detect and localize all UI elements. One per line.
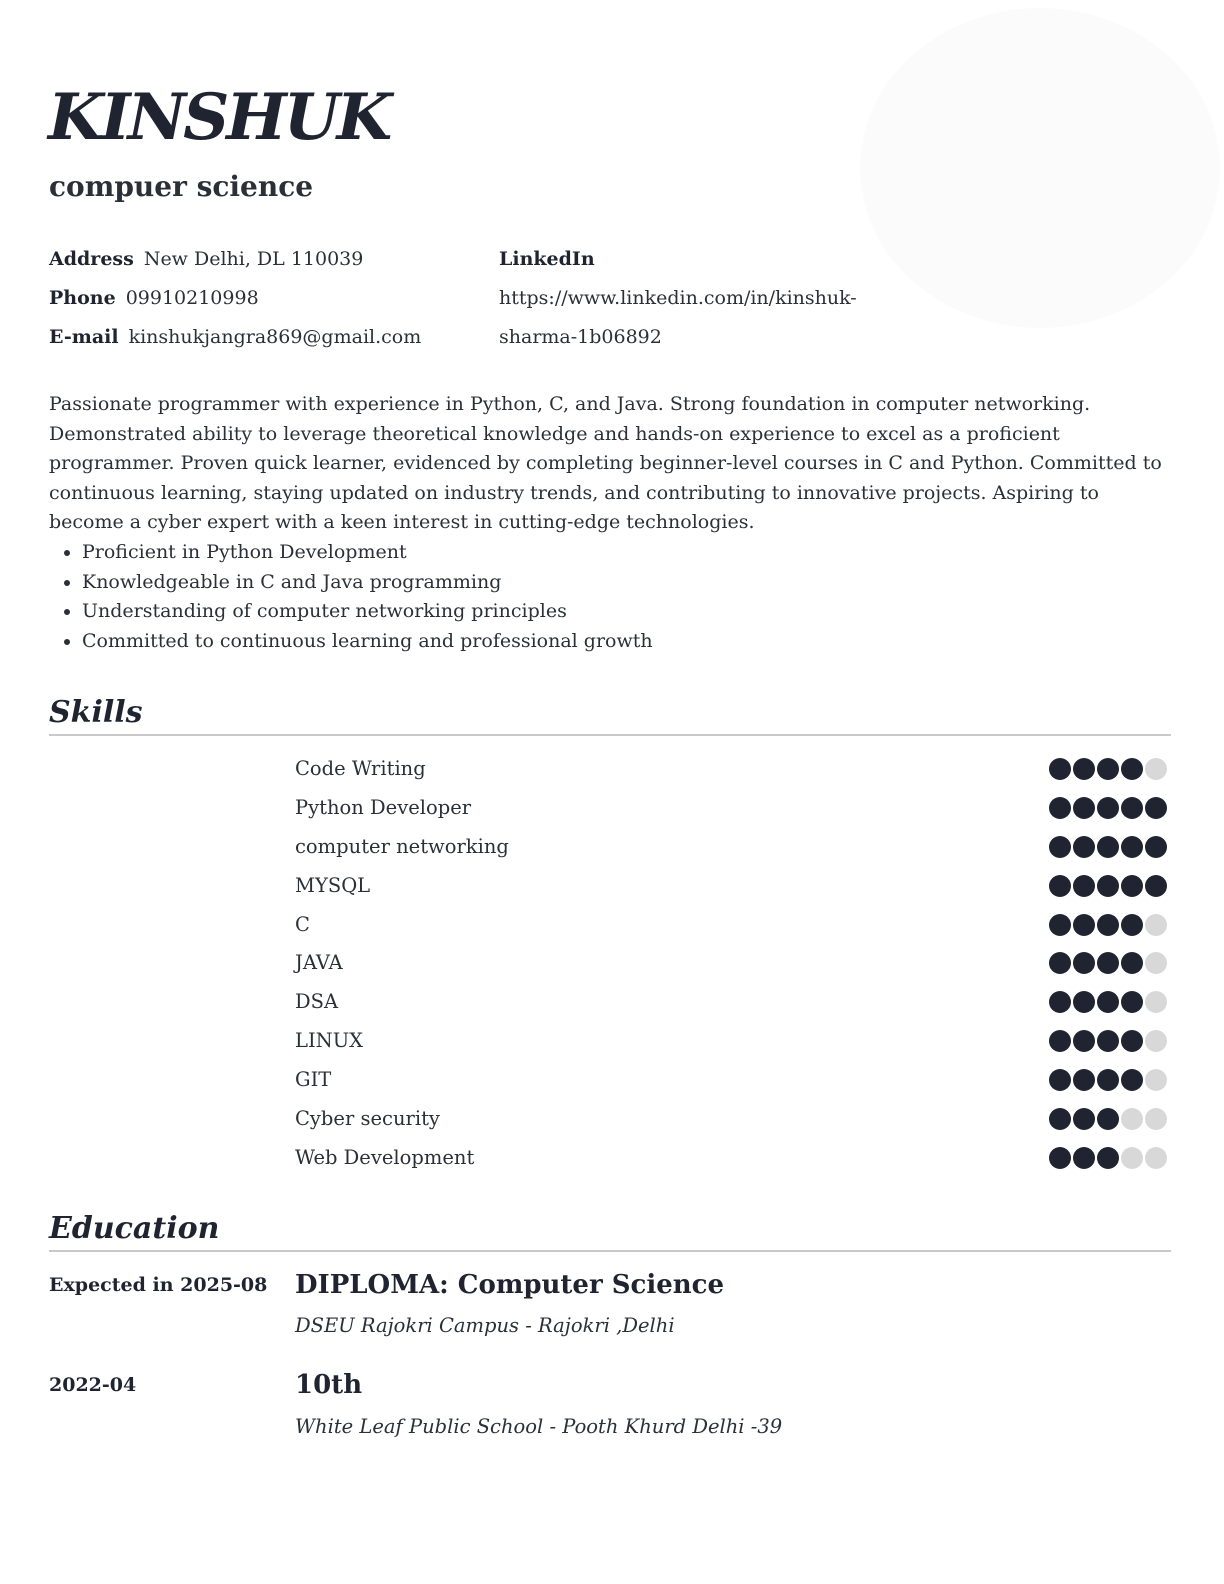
- skill-rating: [1049, 1030, 1167, 1052]
- skill-row: [295, 1139, 1170, 1178]
- skill-row: [295, 867, 1170, 906]
- rating-dot-empty: [1121, 1108, 1143, 1130]
- rating-dot-filled: [1097, 1108, 1119, 1130]
- rating-dot-filled: [1145, 797, 1167, 819]
- rating-dot-filled: [1073, 758, 1095, 780]
- rating-dot-filled: [1097, 875, 1119, 897]
- rating-dot-filled: [1097, 758, 1119, 780]
- rating-dot-filled: [1073, 1147, 1095, 1169]
- skill-name: Web Development: [295, 1145, 475, 1169]
- skill-rating: [1049, 952, 1167, 974]
- rating-dot-filled: [1073, 1108, 1095, 1130]
- rating-dot-empty: [1145, 758, 1167, 780]
- skill-row: [295, 828, 1170, 867]
- skills-heading: Skills: [49, 695, 143, 730]
- education-heading: Education: [49, 1211, 220, 1246]
- education-date: Expected in 2025-08: [49, 1274, 268, 1296]
- contact-block-left: [49, 240, 479, 357]
- rating-dot-empty: [1145, 1069, 1167, 1091]
- email-label: E-mail: [49, 326, 119, 348]
- skill-name: Code Writing: [295, 757, 426, 780]
- skill-name: computer networking: [295, 834, 509, 858]
- phone-row: [49, 279, 479, 318]
- rating-dot-filled: [1097, 836, 1119, 858]
- summary-paragraph: Passionate programmer with experience in Python, C, and Java. Strong foundation in computer networking. Demonstrated ability to leverage theoretical knowledge and hands-on experience to excel as a proficient programmer. Proven quick learner, evidenced by completing beginner-level courses in C and Python. Committed to continuous learning, staying updated on industry trends, and contributing to innovative projects. Aspiring to become a cyber expert with a keen interest in cutting-edge technologies.: [49, 393, 1162, 534]
- skill-row: [295, 906, 1170, 945]
- skill-row: [295, 1061, 1170, 1100]
- rating-dot-filled: [1073, 914, 1095, 936]
- education-divider: [49, 1250, 1171, 1252]
- summary-bullet: • Knowledgeable in C and Java programming: [82, 568, 1179, 598]
- rating-dot-filled: [1073, 1030, 1095, 1052]
- skill-rating: [1049, 1147, 1167, 1169]
- rating-dot-filled: [1049, 1069, 1071, 1091]
- rating-dot-filled: [1049, 1147, 1071, 1169]
- professional-summary: [49, 390, 1179, 656]
- skill-rating: [1049, 758, 1167, 780]
- skill-rating: [1049, 875, 1167, 897]
- contact-block-right: [499, 240, 919, 357]
- rating-dot-filled: [1097, 797, 1119, 819]
- skill-rating: [1049, 914, 1167, 936]
- linkedin-url-line1[interactable]: https://www.linkedin.com/in/kinshuk-: [499, 287, 857, 309]
- linkedin-label: LinkedIn: [499, 248, 595, 270]
- rating-dot-filled: [1049, 797, 1071, 819]
- rating-dot-filled: [1145, 836, 1167, 858]
- rating-dot-filled: [1049, 991, 1071, 1013]
- address-value: New Delhi, DL 110039: [143, 248, 364, 270]
- rating-dot-filled: [1073, 836, 1095, 858]
- skill-rating: [1049, 797, 1167, 819]
- education-degree: 10th: [295, 1370, 363, 1400]
- education-degree: DIPLOMA: Computer Science: [295, 1270, 725, 1300]
- email-row: [49, 318, 479, 357]
- email-value: kinshukjangra869@gmail.com: [128, 326, 422, 348]
- rating-dot-filled: [1049, 875, 1071, 897]
- skill-name: LINUX: [295, 1029, 364, 1053]
- skill-name: GIT: [295, 1068, 332, 1092]
- skill-name: Python Developer: [295, 795, 472, 819]
- rating-dot-filled: [1121, 1069, 1143, 1091]
- rating-dot-filled: [1121, 1030, 1143, 1052]
- skill-name: DSA: [295, 990, 339, 1014]
- rating-dot-filled: [1049, 836, 1071, 858]
- rating-dot-filled: [1097, 952, 1119, 974]
- rating-dot-filled: [1145, 875, 1167, 897]
- rating-dot-empty: [1145, 914, 1167, 936]
- skill-row: [295, 789, 1170, 828]
- rating-dot-filled: [1097, 1069, 1119, 1091]
- skills-list: [295, 750, 1170, 1178]
- rating-dot-empty: [1145, 1030, 1167, 1052]
- rating-dot-filled: [1121, 991, 1143, 1013]
- rating-dot-filled: [1121, 797, 1143, 819]
- linkedin-url-line2[interactable]: sharma-1b06892: [499, 326, 662, 348]
- summary-bullet-list: [49, 538, 1179, 656]
- skill-row: [295, 944, 1170, 983]
- skill-name: C: [295, 912, 310, 936]
- skill-rating: [1049, 1069, 1167, 1091]
- rating-dot-filled: [1097, 1030, 1119, 1052]
- skill-rating: [1049, 836, 1167, 858]
- skills-divider: [49, 734, 1171, 736]
- skill-name: JAVA: [295, 951, 343, 975]
- rating-dot-filled: [1049, 914, 1071, 936]
- rating-dot-empty: [1145, 1108, 1167, 1130]
- rating-dot-empty: [1145, 1147, 1167, 1169]
- rating-dot-empty: [1145, 952, 1167, 974]
- education-school: White Leaf Public School - Pooth Khurd Delhi -39: [295, 1415, 783, 1438]
- summary-bullet: • Proficient in Python Development: [82, 538, 1179, 568]
- rating-dot-filled: [1073, 875, 1095, 897]
- candidate-name: KINSHUK: [48, 80, 390, 155]
- rating-dot-filled: [1073, 991, 1095, 1013]
- rating-dot-filled: [1121, 952, 1143, 974]
- rating-dot-filled: [1073, 952, 1095, 974]
- rating-dot-empty: [1145, 991, 1167, 1013]
- rating-dot-filled: [1049, 952, 1071, 974]
- education-date: 2022-04: [49, 1374, 137, 1396]
- rating-dot-filled: [1121, 836, 1143, 858]
- rating-dot-filled: [1073, 797, 1095, 819]
- summary-bullet: • Understanding of computer networking principles: [82, 597, 1179, 627]
- rating-dot-filled: [1097, 914, 1119, 936]
- rating-dot-filled: [1049, 1108, 1071, 1130]
- phone-value: 09910210998: [125, 287, 259, 309]
- rating-dot-filled: [1121, 758, 1143, 780]
- skill-row: [295, 1100, 1170, 1139]
- skill-name: MYSQL: [295, 873, 371, 897]
- rating-dot-filled: [1049, 1030, 1071, 1052]
- rating-dot-filled: [1097, 991, 1119, 1013]
- skill-row: [295, 750, 1170, 789]
- summary-bullet: • Committed to continuous learning and professional growth: [82, 627, 1179, 657]
- rating-dot-empty: [1121, 1147, 1143, 1169]
- rating-dot-filled: [1073, 1069, 1095, 1091]
- candidate-subtitle: compuer science: [49, 170, 314, 203]
- rating-dot-filled: [1097, 1147, 1119, 1169]
- address-row: [49, 240, 479, 279]
- skill-row: [295, 983, 1170, 1022]
- skill-rating: [1049, 991, 1167, 1013]
- linkedin-label-row: [499, 240, 919, 279]
- address-label: Address: [49, 248, 134, 270]
- rating-dot-filled: [1121, 875, 1143, 897]
- skill-row: [295, 1022, 1170, 1061]
- skill-rating: [1049, 1108, 1167, 1130]
- skill-name: Cyber security: [295, 1107, 440, 1131]
- rating-dot-filled: [1049, 758, 1071, 780]
- education-school: DSEU Rajokri Campus - Rajokri ,Delhi: [295, 1314, 675, 1337]
- phone-label: Phone: [49, 287, 116, 309]
- rating-dot-filled: [1121, 914, 1143, 936]
